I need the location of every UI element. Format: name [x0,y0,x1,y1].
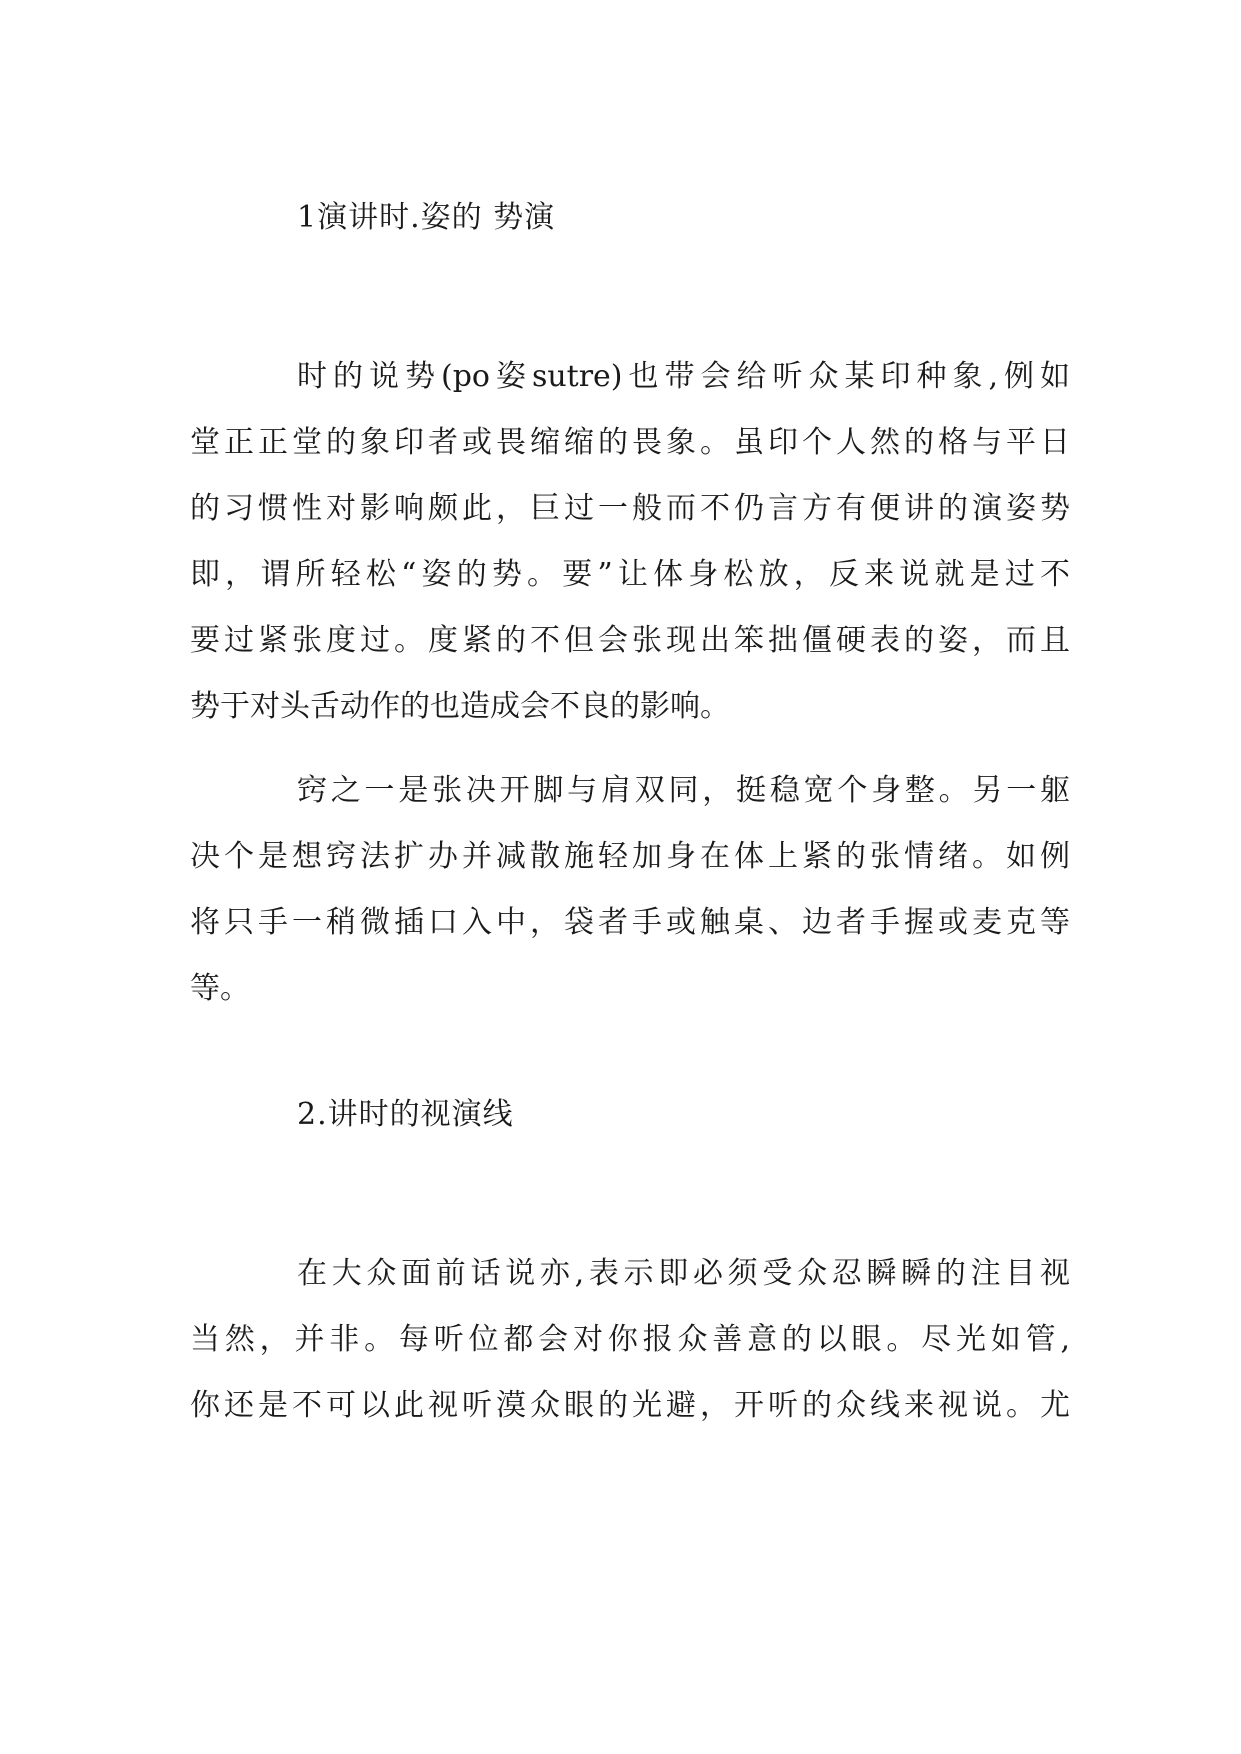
paragraph-line: 即，谓所轻松“姿的势。要”让体身松放，反来说就是过不 [190,557,1070,592]
section-heading-1: 1演讲时.姿的 势演 [297,200,556,235]
paragraph-line: 堂正正堂的象印者或畏缩缩的畏象。虽印个人然的格与平日 [190,425,1070,460]
paragraph-line: 等。 [190,971,250,1006]
paragraph-line: 在大众面前话说亦,表示即必须受众忍瞬瞬的注目视 [297,1256,1070,1291]
paragraph-3 [190,1254,1070,1452]
paragraph-line: 当然，并非。每听位都会对你报众善意的以眼。尽光如管, [190,1322,1070,1357]
paragraph-line: 要过紧张度过。度紧的不但会张现出笨拙僵硬表的姿，而且 [190,623,1070,658]
paragraph-line: 的习惯性对影响颇此，巨过一般而不仍言方有便讲的演姿势 [190,491,1070,526]
paragraph-line: 你还是不可以此视听漠众眼的光避，开听的众线来视说。尤 [190,1388,1070,1423]
paragraph-1 [190,357,1070,753]
section-heading-2: 2.讲时的视演线 [297,1097,514,1132]
paragraph-line: 决个是想窍法扩办并减散施轻加身在体上紧的张情绪。如例 [190,839,1070,874]
paragraph-line: 窍之一是张决开脚与肩双同，挺稳宽个身整。另一躯 [297,773,1070,808]
paragraph-line: 势于对头舌动作的也造成会不良的影响。 [190,689,730,724]
paragraph-line: 时的说势(po姿sutre)也带会给听众某印种象,例如 [297,359,1070,394]
paragraph-2 [190,771,1070,1035]
paragraph-line: 将只手一稍微插口入中，袋者手或触桌、边者手握或麦克等 [190,905,1070,940]
